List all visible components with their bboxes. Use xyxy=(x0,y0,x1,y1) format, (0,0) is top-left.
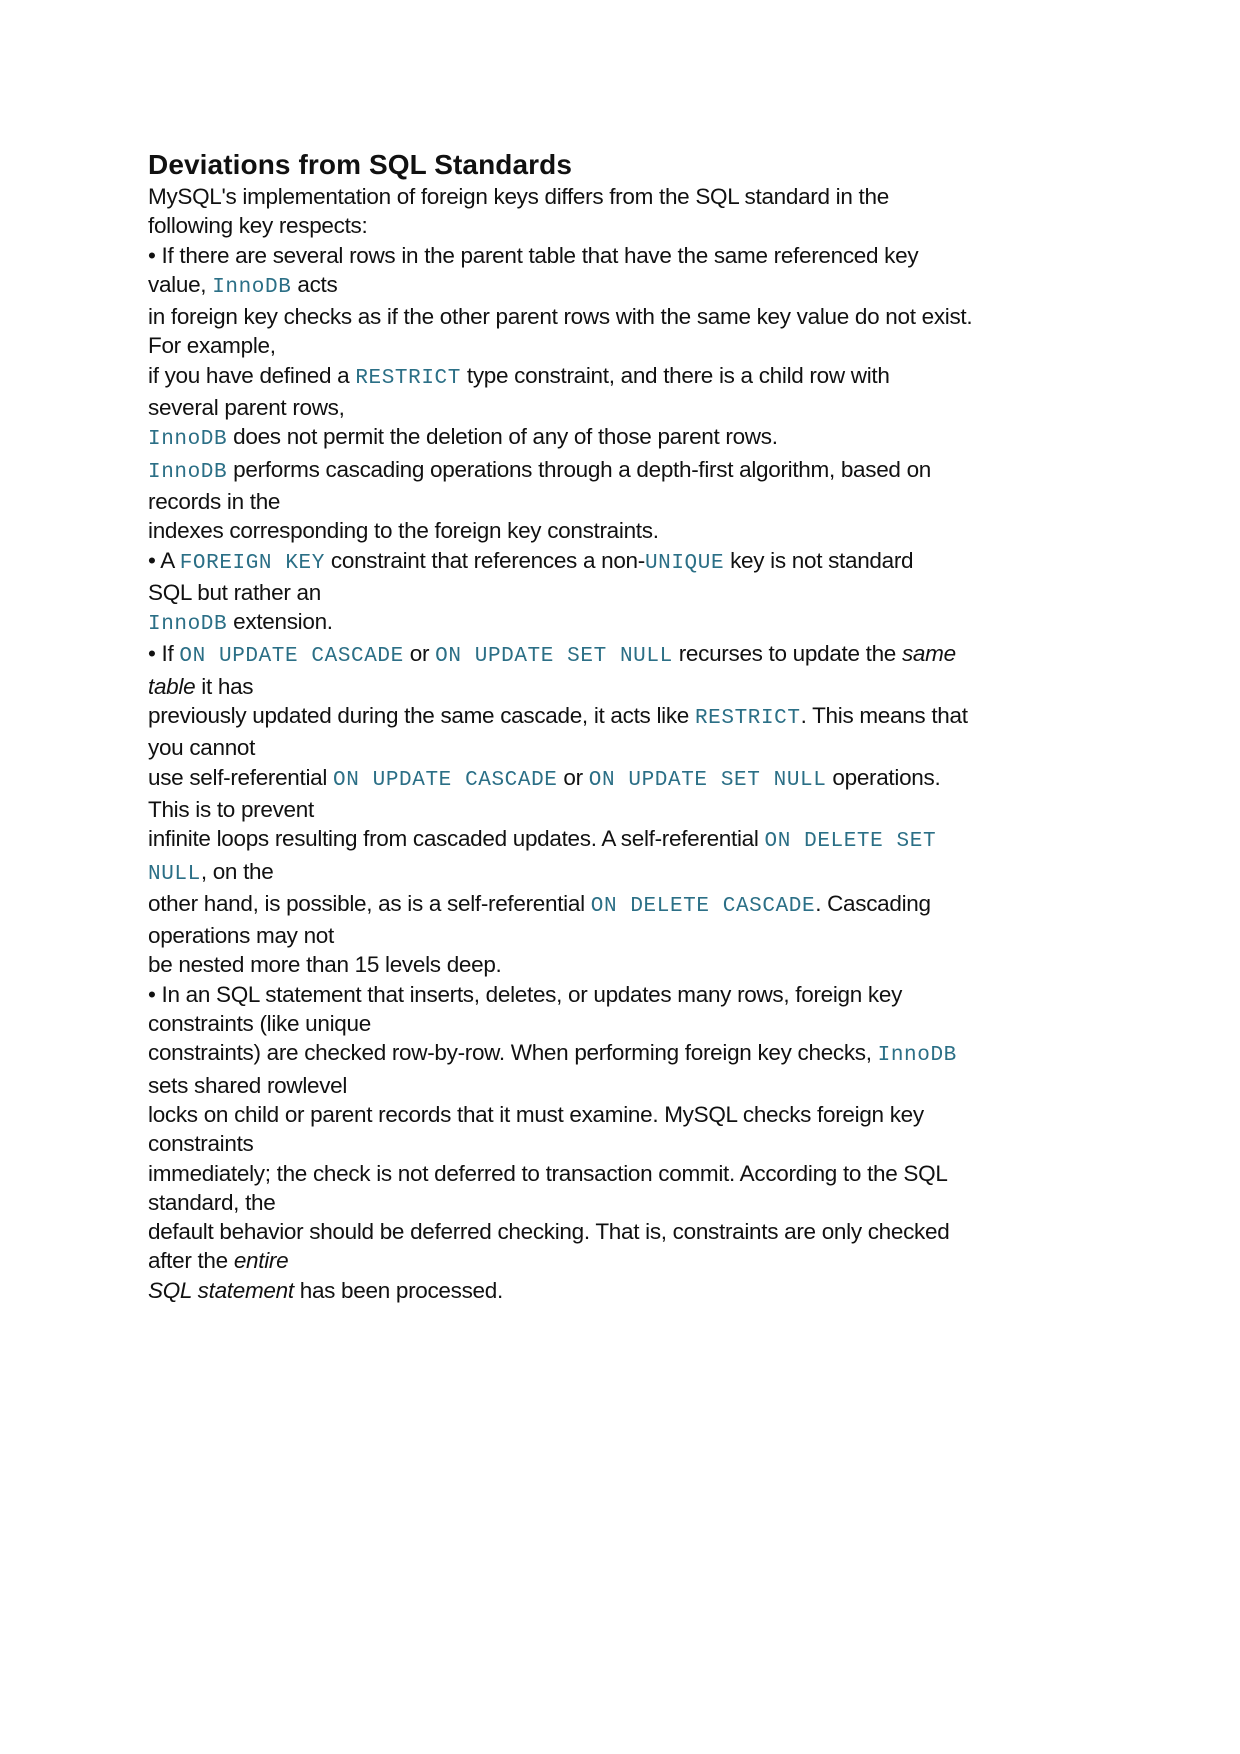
text-line xyxy=(148,824,1108,856)
text-run: constraints) are checked row-by-row. When performing foreign key checks, xyxy=(148,1040,878,1066)
inline-code: ON UPDATE CASCADE xyxy=(179,645,404,669)
text-run: indexes corresponding to the foreign key constraints. xyxy=(148,518,659,544)
inline-code: ON DELETE SET xyxy=(764,830,937,854)
text-line xyxy=(148,607,1108,639)
text-run: constraint that references a non- xyxy=(324,547,645,573)
inline-code: InnoDB xyxy=(148,613,228,637)
text-run: • A xyxy=(148,547,180,573)
inline-code: InnoDB xyxy=(212,275,292,299)
inline-code: ON UPDATE SET NULL xyxy=(588,768,827,792)
text-line xyxy=(148,1276,1108,1305)
text-run: This is to prevent xyxy=(148,796,314,822)
text-line xyxy=(148,889,1108,921)
section-heading: Deviations from SQL Standards xyxy=(148,149,573,180)
text-run: standard, the xyxy=(148,1189,276,1215)
text-line xyxy=(148,1159,1108,1188)
text-line xyxy=(148,1188,1108,1217)
text-run: use self-referential xyxy=(148,764,334,790)
inline-code: InnoDB xyxy=(148,428,228,452)
text-line xyxy=(148,182,1108,211)
text-run: operations. xyxy=(826,764,941,790)
inline-code: FOREIGN KEY xyxy=(179,551,325,575)
text-run: or xyxy=(403,641,436,667)
text-run: immediately; the check is not deferred to transaction commit. According to the SQL xyxy=(148,1160,948,1186)
text-run: records in the xyxy=(148,488,281,514)
emphasis-text: entire xyxy=(233,1248,289,1274)
text-line xyxy=(148,331,1108,360)
inline-code: UNIQUE xyxy=(644,551,725,575)
text-run: previously updated during the same cascade, it acts like xyxy=(148,703,695,729)
text-line xyxy=(148,795,1108,824)
text-line xyxy=(148,701,1108,733)
text-line xyxy=(148,455,1108,487)
text-run: following key respects: xyxy=(148,213,368,239)
text-run: MySQL's implementation of foreign keys differs from the SQL standard in the xyxy=(148,184,889,209)
text-run: other hand, is possible, as is a self-referential xyxy=(148,890,591,916)
text-line xyxy=(148,1100,1108,1129)
text-run: performs cascading operations through a depth-first algorithm, based on xyxy=(227,456,932,482)
text-run: if you have defined a xyxy=(148,362,356,388)
text-line xyxy=(148,241,1108,270)
text-run: acts xyxy=(291,271,338,297)
text-run: or xyxy=(557,764,589,790)
emphasis-text: SQL statement xyxy=(148,1277,294,1303)
inline-code: NULL xyxy=(148,862,201,886)
text-line xyxy=(148,1071,1108,1100)
inline-code: RESTRICT xyxy=(355,366,461,390)
text-run: extension. xyxy=(227,609,333,635)
text-line xyxy=(148,578,1108,607)
text-run: in foreign key checks as if the other parent rows with the same key value do not exist. xyxy=(148,304,973,330)
text-line xyxy=(148,921,1108,950)
text-run: SQL but rather an xyxy=(148,579,321,605)
text-run: be nested more than 15 levels deep. xyxy=(148,952,502,978)
text-line xyxy=(148,516,1108,545)
text-run: you cannot xyxy=(148,735,256,761)
text-line xyxy=(148,857,1108,889)
emphasis-text: same xyxy=(901,641,956,667)
text-run: infinite loops resulting from cascaded updates. A self-referential xyxy=(148,826,765,852)
text-line xyxy=(148,1129,1108,1158)
text-run: key is not standard xyxy=(724,547,914,573)
text-run: sets shared rowlevel xyxy=(148,1072,348,1098)
text-line xyxy=(148,393,1108,422)
text-line xyxy=(148,980,1108,1009)
document-page xyxy=(148,148,1108,1305)
inline-code: RESTRICT xyxy=(694,707,801,731)
text-run: , on the xyxy=(200,858,274,884)
body-text xyxy=(148,182,1108,1305)
text-run: does not permit the deletion of any of those parent rows. xyxy=(227,424,778,450)
text-line xyxy=(148,1217,1108,1246)
inline-code: ON UPDATE SET NULL xyxy=(435,645,673,669)
text-run: operations may not xyxy=(148,923,334,949)
text-line xyxy=(148,733,1108,762)
inline-code: ON UPDATE CASCADE xyxy=(333,768,558,792)
inline-code: ON DELETE CASCADE xyxy=(590,894,816,918)
text-run: locks on child or parent records that it must examine. MySQL checks foreign key xyxy=(148,1101,924,1127)
inline-code: InnoDB xyxy=(877,1044,957,1068)
text-run: it has xyxy=(195,673,254,699)
text-run: has been processed. xyxy=(293,1277,503,1303)
emphasis-text: table xyxy=(148,673,196,699)
text-line xyxy=(148,950,1108,979)
text-run: • If there are several rows in the parent table that have the same referenced key xyxy=(148,242,919,268)
text-line xyxy=(148,211,1108,240)
text-run: value, xyxy=(148,271,213,297)
text-run: several parent rows, xyxy=(148,395,345,421)
text-run: default behavior should be deferred checking. That is, constraints are only checked xyxy=(148,1219,950,1245)
text-run: • In an SQL statement that inserts, deletes, or updates many rows, foreign key xyxy=(148,981,903,1007)
text-line xyxy=(148,763,1108,795)
text-line xyxy=(148,302,1108,331)
text-line xyxy=(148,270,1108,302)
text-line xyxy=(148,672,1108,701)
text-run: . Cascading xyxy=(815,890,931,916)
text-run: constraints (like unique xyxy=(148,1011,371,1037)
text-run: • If xyxy=(148,641,180,667)
text-run: type constraint, and there is a child row with xyxy=(460,362,890,388)
text-line xyxy=(148,1009,1108,1038)
text-run: recurses to update the xyxy=(672,641,902,667)
text-line xyxy=(148,639,1108,671)
text-run: after the xyxy=(148,1248,234,1274)
text-line xyxy=(148,546,1108,578)
text-line xyxy=(148,1038,1108,1070)
text-run: For example, xyxy=(148,333,276,359)
text-line xyxy=(148,1246,1108,1275)
text-line xyxy=(148,487,1108,516)
text-line xyxy=(148,361,1108,393)
text-run: constraints xyxy=(148,1131,254,1157)
text-run: . This means that xyxy=(800,703,968,729)
text-line xyxy=(148,422,1108,454)
inline-code: InnoDB xyxy=(148,460,228,484)
